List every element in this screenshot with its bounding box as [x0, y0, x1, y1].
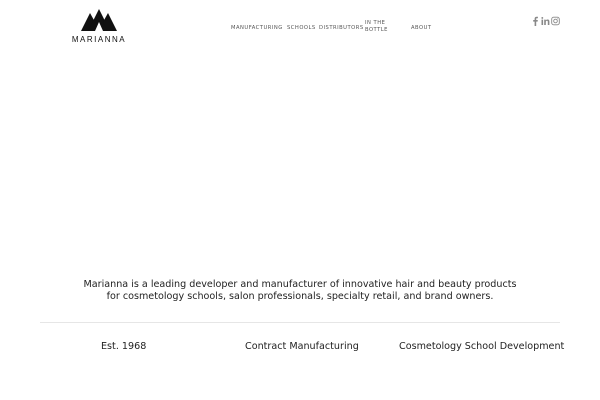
logo-wordmark: MARIANNA	[71, 35, 127, 44]
feature-est: Est. 1968	[101, 341, 147, 352]
intro-text	[40, 279, 560, 303]
nav-in-the-bottle[interactable]	[365, 20, 388, 34]
hero-area	[0, 50, 600, 270]
nav-distributors[interactable]: DISTRIBUTORS	[319, 25, 364, 31]
linkedin-icon[interactable]	[541, 16, 550, 26]
nav-about[interactable]: ABOUT	[411, 25, 432, 31]
nav-schools[interactable]: SCHOOLS	[287, 25, 316, 31]
logo[interactable]	[58, 9, 140, 43]
section-divider	[40, 322, 560, 323]
nav-in-the-bottle-line1: IN THE	[365, 20, 386, 26]
feature-row	[0, 341, 600, 355]
nav-manufacturing[interactable]: MANUFACTURING	[231, 25, 283, 31]
intro-line-2: for cosmetology schools, salon professionals, specialty retail, and brand owners.	[106, 291, 494, 302]
facebook-icon[interactable]	[531, 16, 540, 26]
intro-line-1: Marianna is a leading developer and manufacturer of innovative hair and beauty products	[83, 279, 517, 290]
nav-in-the-bottle-line2: BOTTLE	[365, 27, 388, 33]
feature-school-development: Cosmetology School Development	[399, 341, 565, 352]
feature-contract-manufacturing: Contract Manufacturing	[245, 341, 359, 352]
instagram-icon[interactable]	[551, 16, 560, 26]
logo-mark-icon	[81, 9, 117, 31]
